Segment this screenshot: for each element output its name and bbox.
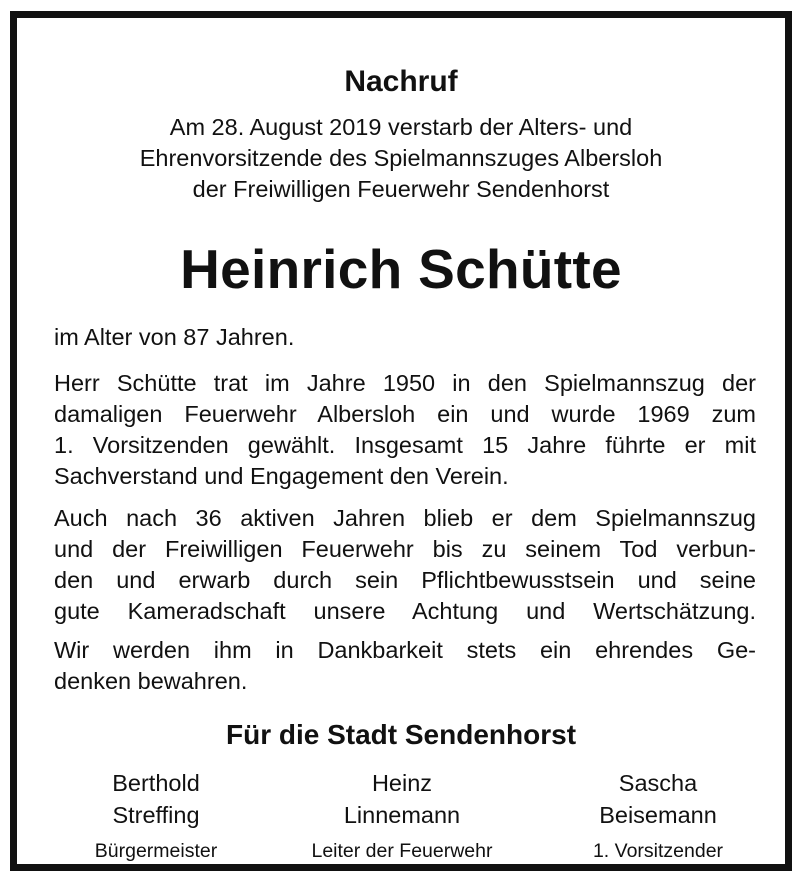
intro-line: Ehrenvorsitzende des Spielmannszuges Albersloh	[139, 145, 663, 171]
paragraph-line: den und erwarb durch sein Pflichtbewusstsein und seine	[54, 567, 756, 593]
paragraph-line: Herr Schütte trat im Jahre 1950 in den Spielmannszug der	[54, 370, 756, 396]
intro-text	[17, 112, 785, 205]
deceased-name: Heinrich Schütte	[180, 238, 622, 300]
paragraph-tribute	[54, 503, 756, 627]
obituary-notice	[10, 11, 792, 871]
signer-role: 1. Vorsitzender	[592, 840, 724, 862]
signer-first-name: Berthold	[112, 770, 200, 796]
signer-last-name: Linnemann	[343, 802, 461, 828]
signer-role: Bürgermeister	[94, 840, 218, 862]
signature-heading: Für die Stadt Sendenhorst	[225, 719, 577, 750]
paragraph-line: 1. Vorsitzenden gewählt. Insgesamt 15 Jahre führte er mit	[54, 432, 756, 458]
signer-mayor	[46, 767, 266, 863]
paragraph-line: Wir werden ihm in Dankbarkeit stets ein ehrendes Ge-	[54, 637, 756, 663]
paragraph-closing	[54, 635, 756, 697]
notice-heading: Nachruf	[344, 65, 458, 98]
paragraph-line: gute Kameradschaft unsere Achtung und Wertschätzung.	[54, 598, 756, 624]
paragraph-career	[54, 368, 756, 492]
signer-first-name: Heinz	[371, 770, 433, 796]
paragraph-line: und der Freiwilligen Feuerwehr bis zu seinem Tod verbun-	[54, 536, 756, 562]
signer-last-name: Beisemann	[599, 802, 717, 828]
age-line	[54, 322, 756, 353]
intro-line: der Freiwilligen Feuerwehr Sendenhorst	[192, 176, 610, 202]
intro-line: Am 28. August 2019 verstarb der Alters- und	[169, 114, 633, 140]
paragraph-line: damaligen Feuerwehr Albersloh ein und wurde 1969 zum	[54, 401, 756, 427]
paragraph-line: denken bewahren.	[54, 668, 248, 694]
paragraph-line: Sachverstand und Engagement den Verein.	[54, 463, 509, 489]
signer-fire-chief	[292, 767, 512, 863]
signer-role: Leiter der Feuerwehr	[311, 840, 493, 862]
signer-first-name: Sascha	[618, 770, 698, 796]
signer-chairman	[548, 767, 768, 863]
age-text: im Alter von 87 Jahren.	[54, 324, 295, 350]
paragraph-line: Auch nach 36 aktiven Jahren blieb er dem Spielmannszug	[54, 505, 756, 531]
signer-last-name: Streffing	[112, 802, 200, 828]
